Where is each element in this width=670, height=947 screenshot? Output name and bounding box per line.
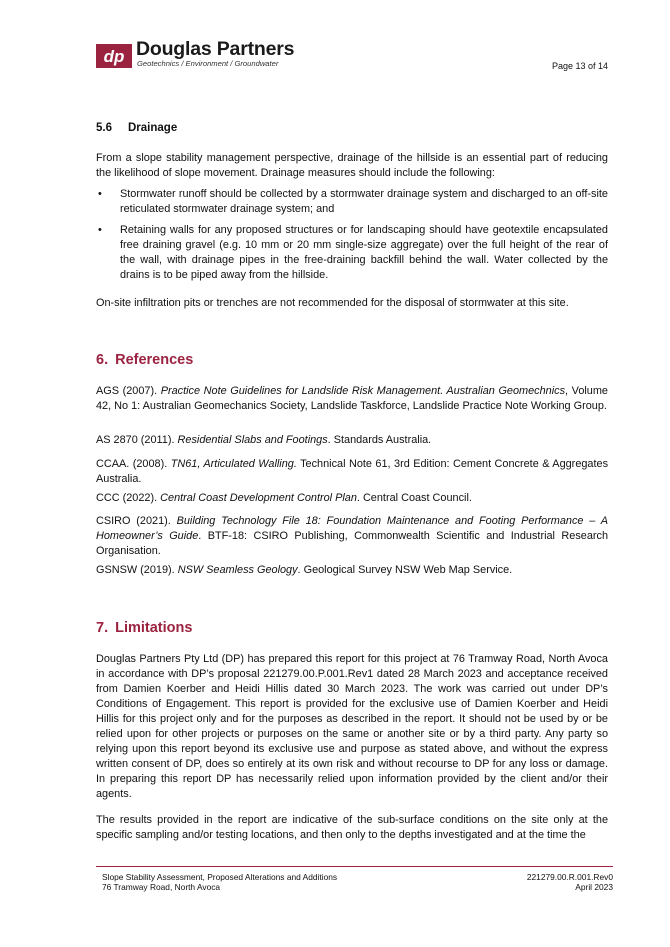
reference-item: CCC (2022). Central Coast Development Control Plan. Central Coast Council. [96,492,472,504]
paragraph: The results provided in the report are indicative of the sub-surface conditions on the site only at the specific sampling and/or testing locations, and then only to the depths investigated and at the time the [96,814,608,841]
dp-logo-icon [96,42,132,68]
bullet-item [96,187,608,217]
section-number: 5.6 [96,122,112,134]
limitations-paragraph [96,813,608,843]
footer-report-ref: 221279.00.R.001.Rev0 [526,872,613,882]
reference-item: CCAA. (2008). TN61, Articulated Walling. Technical Note 61, 3rd Edition: Cement Concrete & Aggregates Australia. [96,458,609,485]
paragraph: Douglas Partners Pty Ltd (DP) has prepared this report for this project at 76 Tramway Road, North Avoca in accordance with DP’s proposal 221279.00.P.001.Rev1 dated 28 March 2023 and acceptance received from Damien Koerber and Heidi Hillis dated 30 March 2023. The work was carried out under DP’s Conditions of Engagement. This report is provided for the exclusive use of Damien Koerber and Heidi Hillis for this project only and for the purposes as described in the report. It should not be used by or be relied upon for other projects or purposes on the same or another site or by a third party. Any party so relying upon this report beyond its exclusive use and purpose as stated above, and without the express written consent of DP, does so entirely at its own risk and without recourse to DP for any loss or damage. In preparing this report DP has necessarily relied upon information provided by the client and/or their agents. [96,653,608,800]
bullet-item [96,223,608,283]
drainage-intro [96,151,608,181]
footer-report-title: Slope Stability Assessment, Proposed Alterations and Additions [102,872,338,882]
drainage-closing [96,296,608,311]
footer-address: 76 Tramway Road, North Avoca [102,882,221,892]
page-number: Page 13 of 14 [552,61,609,71]
reference-item: AS 2870 (2011). Residential Slabs and Footings. Standards Australia. [96,434,432,446]
footer-right [527,872,613,892]
company-tagline: Geotechnics / Environment / Groundwater [137,59,279,68]
section-heading-drainage [96,122,177,134]
section-heading-limitations [96,620,192,636]
reference-item: AGS (2007). Practice Note Guidelines for Landslide Risk Management. Australian Geomechnics, Volume 42, No 1: Australian Geomechanics Society, Landslide Taskforce, Landslide Practice Note Working Group. [96,385,608,412]
section-title: Drainage [128,122,178,134]
section-number: 6. [96,352,109,368]
bullet-text: Stormwater runoff should be collected by a stormwater drainage system and discharged to an off-site reticulated stormwater drainage system; and [120,188,608,215]
footer-rule [96,866,613,867]
section-heading-references [96,352,193,368]
company-logo [96,38,306,72]
svg-text:dp: dp [103,47,125,66]
section-title: Limitations [115,620,193,636]
reference-item: CSIRO (2021). Building Technology File 18: Foundation Maintenance and Footing Performance – A Homeowner’s Guide. BTF-18: CSIRO Publishing, Commonwealth Scientific and Industrial Research Organisation. [96,515,609,557]
paragraph: On-site infiltration pits or trenches are not recommended for the disposal of stormwater at this site. [96,297,569,309]
reference-item: GSNSW (2019). NSW Seamless Geology. Geological Survey NSW Web Map Service. [96,564,513,576]
company-name: Douglas Partners [136,38,295,60]
section-number: 7. [96,620,109,636]
paragraph: From a slope stability management perspective, drainage of the hillside is an essential part of reducing the likelihood of slope movement. Drainage measures should include the following: [96,152,608,179]
footer-left [102,872,337,892]
footer-date: April 2023 [575,882,613,892]
bullet-text: Retaining walls for any proposed structures or for landscaping should have geotextile encapsulated free draining gravel (e.g. 10 mm or 20 mm single-size aggregate) over the full height of the rear of the wall, with drainage pipes in the free-draining backfill behind the wall. Water collected by the drains is to be piped away from the hillside. [120,224,608,281]
section-title: References [115,352,194,368]
limitations-paragraph [96,652,608,802]
bullet-icon: • [98,224,102,236]
bullet-icon: • [98,188,102,200]
